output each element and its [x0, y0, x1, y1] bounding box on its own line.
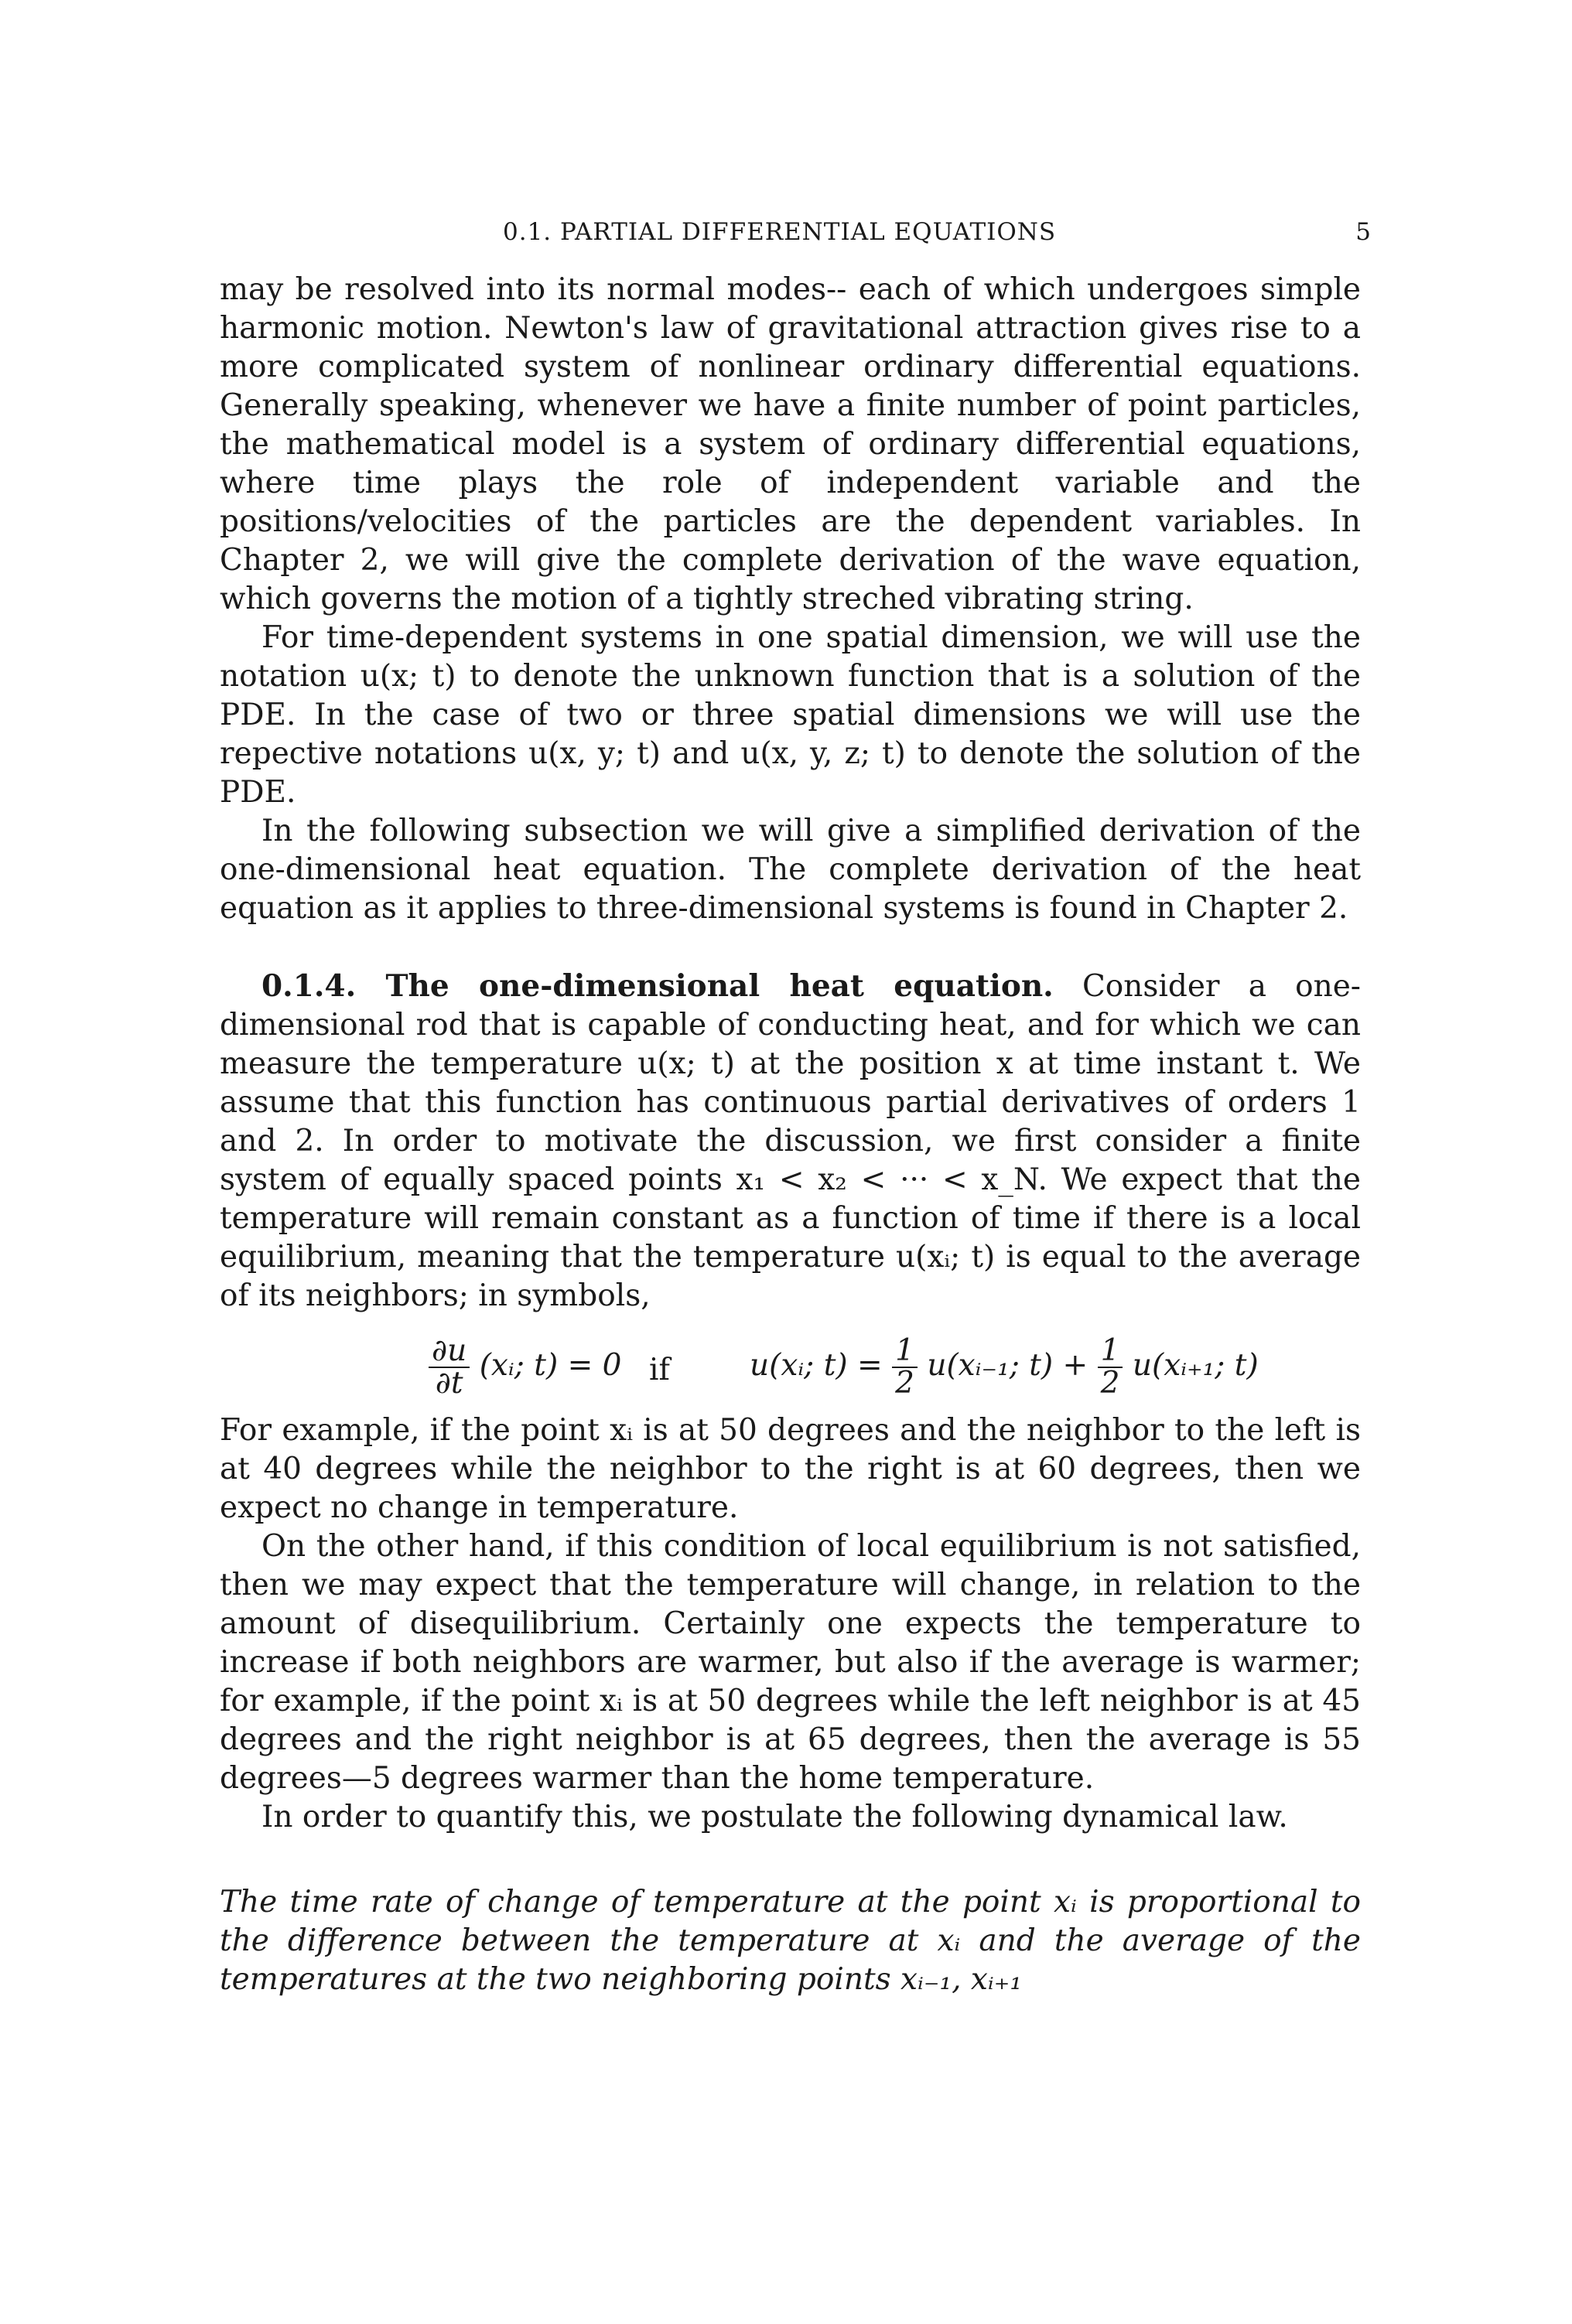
- partial-derivative-fraction: [429, 1333, 470, 1401]
- equation-term-1: u(xᵢ₋₁; t) +: [927, 1348, 1088, 1383]
- section-intro-text: Consider a one-dimensional rod that is capable of conducting heat, and for which we can measure the temperature u(x; t) at the position x at time instant t. We assume that this function has continuous partial derivatives of orders 1 and 2. In order to motivate the discussion, we first consider a finite system of equally spaced points x₁ < x₂ < ··· < x_N. We expect that the temperature will remain constant as a function of time if there is a local equilibrium, meaning that the temperature u(xᵢ; t) is equal to the average of its neighbors; in symbols,: [220, 969, 1361, 1313]
- equation-lhs-rest: (xᵢ; t) = 0: [479, 1348, 622, 1383]
- one-half-denominator-2: 2: [1100, 1366, 1120, 1401]
- paragraph-continuation: may be resolved into its normal modes-- each of which undergoes simple harmonic motion. Newton's law of gravitational attraction gives rise to a more complicated system of nonlinear ordinary differential equations. Generally speaking, whenever we have a finite number of point particles, the mathematical model is a system of ordinary differential equations, where time plays the role of independent variable and the positions/velocities of the particles are the dependent variables. In Chapter 2, we will give the complete derivation of the wave equation, which governs the motion of a tightly streched vibrating string.: [220, 272, 1361, 616]
- equilibrium-equation: [220, 1325, 1361, 1411]
- equation-left-side: [429, 1333, 622, 1401]
- paragraph-dynamical-law-intro: In order to quantify this, we postulate the following dynamical law.: [261, 1800, 1288, 1834]
- one-half-fraction-2: [1098, 1333, 1123, 1401]
- paragraph-notation: For time-dependent systems in one spatial dimension, we will use the notation u(x; t) to denote the unknown function that is a solution of the PDE. In the case of two or three spatial dimensions we will use the repective notations u(x, y; t) and u(x, y, z; t) to denote the solution of the PDE.: [220, 620, 1361, 810]
- partial-t: ∂t: [435, 1366, 463, 1401]
- paragraph-disequilibrium: On the other hand, if this condition of local equilibrium is not satisfied, then we may expect that the temperature will change, in relation to the amount of disequilibrium. Certainly one expects the temperature to increase if both neighbors are warmer, but also if the average is warmer; for example, if the point xᵢ is at 50 degrees while the left neighbor is at 45 degrees and the right neighbor is at 65 degrees, then the average is 55 degrees—5 degrees warmer than the home temperature.: [220, 1529, 1361, 1796]
- page-number: 5: [1355, 218, 1371, 246]
- paragraph-example-equilibrium: For example, if the point xᵢ is at 50 degrees and the neighbor to the left is at 40 degrees while the neighbor to the right is at 60 degrees, then we expect no change in temperature.: [220, 1413, 1361, 1525]
- one-half-numerator-2: 1: [1098, 1336, 1123, 1368]
- section-paragraph: [220, 967, 1361, 1316]
- running-head: 0.1. PARTIAL DIFFERENTIAL EQUATIONS: [503, 218, 1057, 246]
- one-half-numerator-1: 1: [892, 1336, 918, 1368]
- equation-rhs-start: u(xᵢ; t) =: [750, 1348, 883, 1383]
- paragraph-subsection-preview: In the following subsection we will give a simplified derivation of the one-dimensional heat equation. The complete derivation of the heat equation as it applies to three-dimensional systems is found in Chapter 2.: [220, 814, 1361, 926]
- postulate-statement: The time rate of change of temperature at the point xᵢ is proportional to the difference between the temperature at xᵢ and the average of the temperatures at the two neighboring points xᵢ₋₁, xᵢ₊₁: [220, 1885, 1361, 1997]
- page-body: [220, 271, 1361, 1999]
- partial-u: ∂u: [429, 1336, 470, 1368]
- one-half-denominator-1: 2: [895, 1366, 914, 1401]
- equation-term-2: u(xᵢ₊₁; t): [1132, 1348, 1259, 1383]
- equation-right-side: [750, 1333, 1259, 1401]
- equation-if: if: [649, 1353, 670, 1387]
- one-half-fraction-1: [892, 1333, 918, 1401]
- section-heading: 0.1.4. The one-dimensional heat equation.: [261, 968, 1054, 1004]
